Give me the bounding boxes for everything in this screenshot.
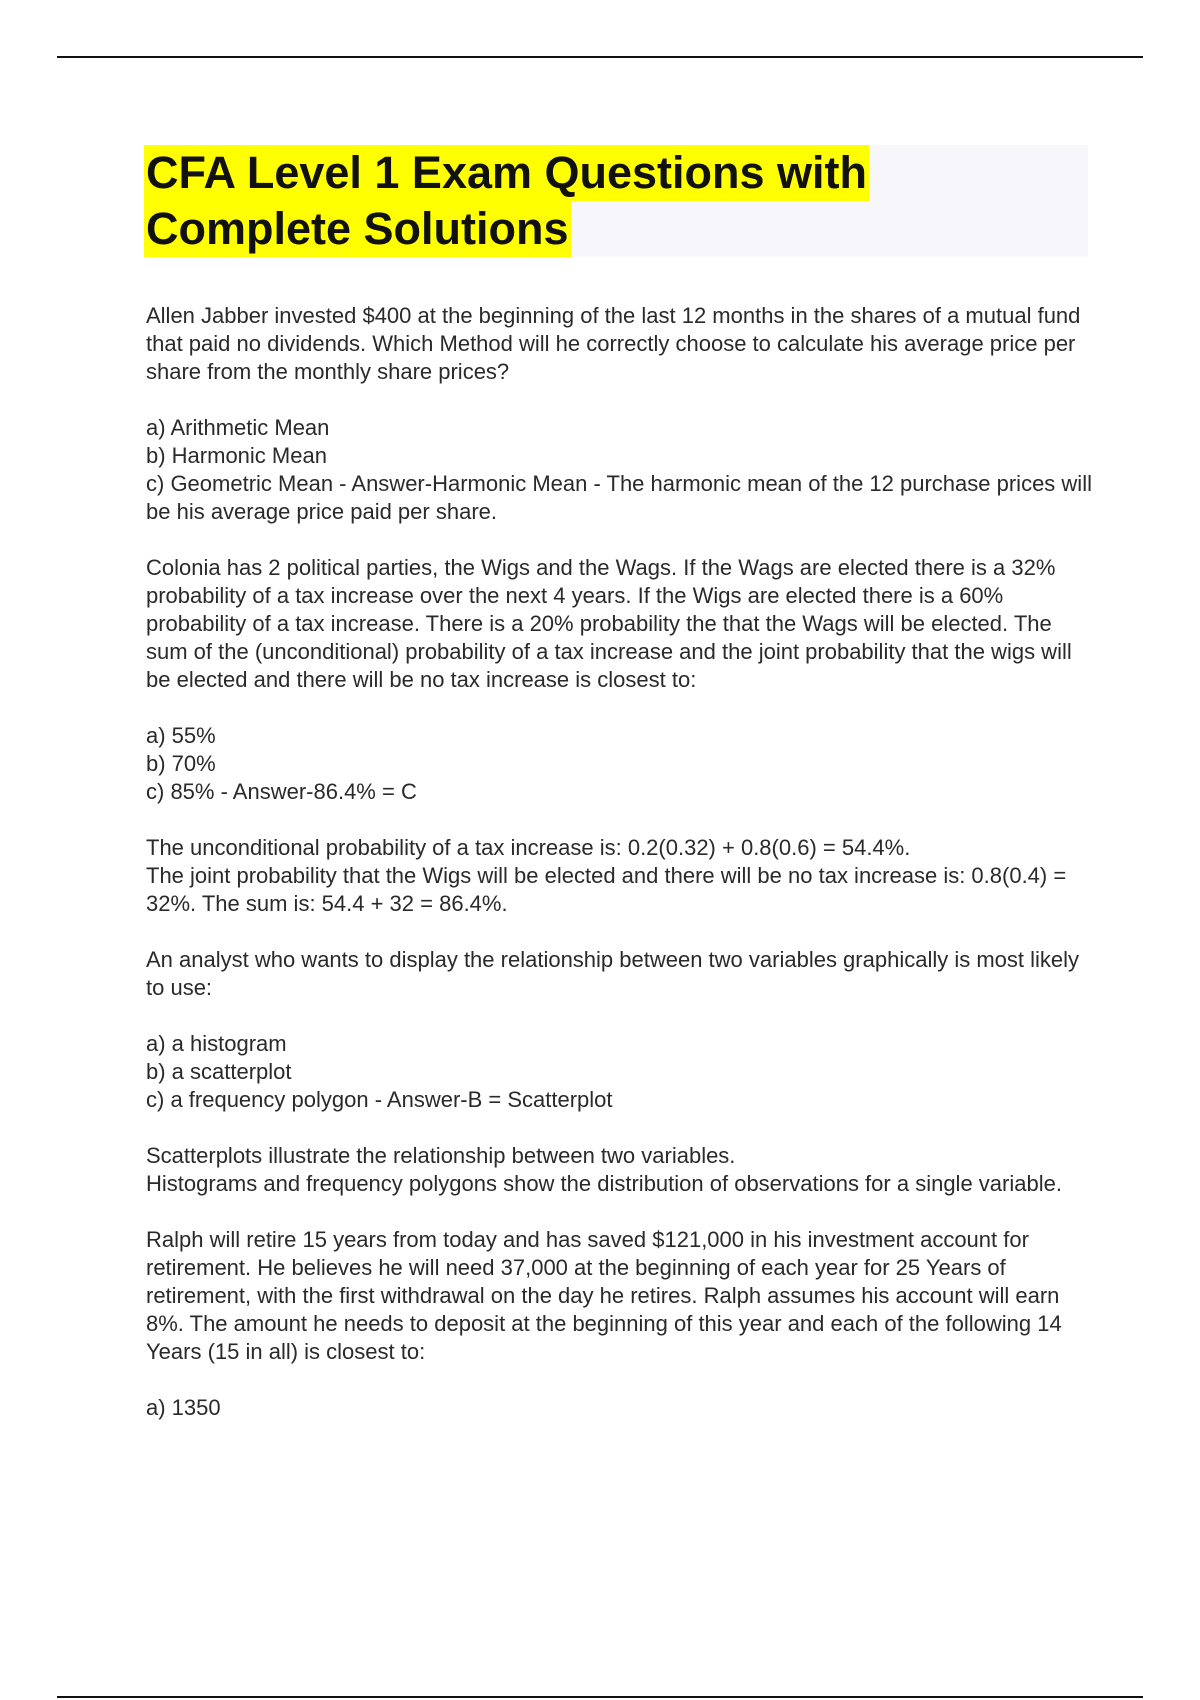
q2-explanation-2: The joint probability that the Wigs will be elected and there will be no tax increase is: 0.8(0.4) = 32%. The sum is: 54.4 + 32 = 86.4%.: [146, 863, 1067, 916]
q1-option-b: b) Harmonic Mean: [146, 443, 327, 468]
top-rule: [57, 56, 1143, 58]
question-1: Allen Jabber invested $400 at the beginning of the last 12 months in the shares of a mutual fund that paid no dividends. Which Method will he correctly choose to calculate his average price per share from the monthly share prices?: [146, 303, 1081, 384]
q3-explanation-1: Scatterplots illustrate the relationship between two variables.: [146, 1143, 736, 1168]
bottom-rule: [57, 1696, 1143, 1698]
document-title-line-2: Complete Solutions: [144, 201, 571, 257]
q3-explanation-2: Histograms and frequency polygons show the distribution of observations for a single variable.: [146, 1171, 1062, 1196]
q2-option-c-answer: c) 85% - Answer-86.4% = C: [146, 779, 417, 804]
q3-option-a: a) a histogram: [146, 1031, 287, 1056]
q1-option-a: a) Arithmetic Mean: [146, 415, 330, 440]
q2-option-b: b) 70%: [146, 751, 216, 776]
question-3: An analyst who wants to display the relationship between two variables graphically is most likely to use:: [146, 947, 1080, 1000]
q3-option-b: b) a scatterplot: [146, 1059, 292, 1084]
question-4: Ralph will retire 15 years from today and has saved $121,000 in his investment account for retirement. He believes he will need 37,000 at the beginning of each year for 25 Years of retirement, with the first withdrawal on the day he retires. Ralph assumes his account will earn 8%. The amount he needs to deposit at the beginning of this year and each of the following 14 Years (15 in all) is closest to:: [146, 1227, 1062, 1364]
document-title-line-1: CFA Level 1 Exam Questions with: [144, 145, 869, 201]
question-2: Colonia has 2 political parties, the Wigs and the Wags. If the Wags are elected there is a 32% probability of a tax increase over the next 4 years. If the Wigs are elected there is a 60% probability of a tax increase. There is a 20% probability the that the Wags will be elected. The sum of the (unconditional) probability of a tax increase and the joint probability that the wigs will be elected and there will be no tax increase is closest to:: [146, 555, 1072, 692]
q2-option-a: a) 55%: [146, 723, 216, 748]
q4-option-a: a) 1350: [146, 1395, 221, 1420]
q3-option-c-answer: c) a frequency polygon - Answer-B = Scatterplot: [146, 1087, 613, 1112]
q1-option-c-answer: c) Geometric Mean - Answer-Harmonic Mean - The harmonic mean of the 12 purchase prices will be his average price paid per share.: [146, 471, 1092, 524]
document-body: [146, 302, 1092, 1422]
q2-explanation-1: The unconditional probability of a tax increase is: 0.2(0.32) + 0.8(0.6) = 54.4%.: [146, 835, 911, 860]
